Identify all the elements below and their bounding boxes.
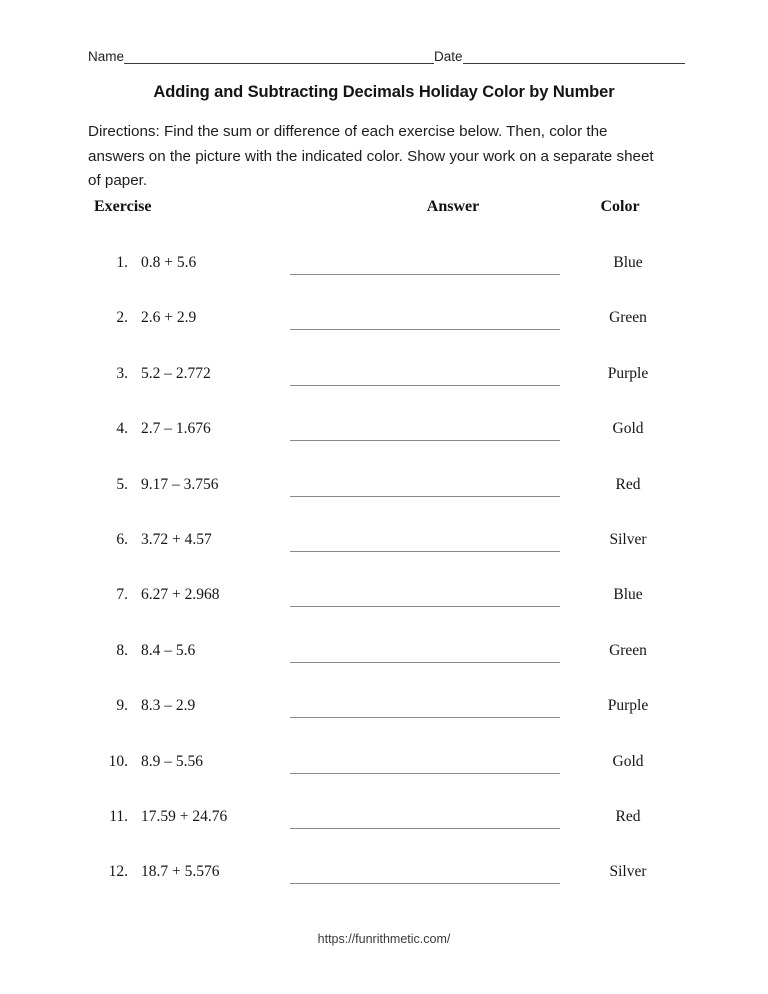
- answer-blank[interactable]: [290, 606, 560, 607]
- exercise-number: 3.: [116, 364, 128, 382]
- exercise-row: [0, 309, 768, 364]
- exercise-color: Purple: [607, 364, 649, 382]
- exercise-color: Silver: [609, 863, 647, 881]
- exercise-expression: 9.17 – 3.756: [141, 475, 219, 493]
- exercise-row: [0, 365, 768, 420]
- exercise-color: Blue: [613, 586, 643, 604]
- exercise-number: 8.: [116, 641, 128, 659]
- answer-blank[interactable]: [290, 883, 560, 884]
- exercise-number: 6.: [116, 530, 128, 548]
- exercise-number: 12.: [108, 863, 128, 881]
- answer-blank[interactable]: [290, 385, 560, 386]
- answer-blank[interactable]: [290, 662, 560, 663]
- exercise-list: [0, 254, 768, 919]
- exercise-expression: 6.27 + 2.968: [141, 586, 220, 604]
- exercise-row: [0, 697, 768, 752]
- exercise-row: [0, 586, 768, 641]
- exercise-number: 1.: [116, 254, 128, 271]
- exercise-expression: 8.4 – 5.6: [141, 641, 196, 659]
- exercise-expression: 8.3 – 2.9: [141, 697, 196, 715]
- exercise-row: [0, 254, 768, 309]
- date-write-line[interactable]: [463, 49, 685, 64]
- column-header-exercise: Exercise: [94, 198, 152, 215]
- exercise-color: Gold: [612, 420, 644, 438]
- exercise-expression: 5.2 – 2.772: [141, 364, 211, 382]
- answer-blank[interactable]: [290, 274, 560, 275]
- name-label: Name: [88, 48, 125, 64]
- exercise-row: [0, 531, 768, 586]
- exercise-expression: 2.6 + 2.9: [141, 309, 197, 327]
- exercise-color: Blue: [613, 254, 643, 271]
- column-header-color: Color: [600, 198, 640, 215]
- exercise-number: 7.: [116, 586, 128, 604]
- exercise-color: Green: [609, 641, 647, 659]
- exercise-number: 5.: [116, 475, 128, 493]
- exercise-expression: 17.59 + 24.76: [141, 807, 228, 825]
- exercise-row: [0, 642, 768, 697]
- date-label: Date: [434, 48, 463, 64]
- answer-blank[interactable]: [290, 551, 560, 552]
- answer-blank[interactable]: [290, 773, 560, 774]
- exercise-number: 2.: [116, 309, 128, 327]
- exercise-expression: 0.8 + 5.6: [141, 254, 197, 271]
- exercise-color: Red: [615, 807, 641, 825]
- exercise-row: [0, 476, 768, 531]
- column-headers: [88, 198, 688, 220]
- answer-blank[interactable]: [290, 496, 560, 497]
- directions-text: Directions: Find the sum or difference of each exercise below. Then, color the answers on the picture with the indicated color. Show your work on a separate sheet of paper.: [88, 123, 654, 189]
- answer-blank[interactable]: [290, 717, 560, 718]
- exercise-number: 10.: [108, 752, 128, 770]
- exercise-color: Silver: [609, 530, 647, 548]
- exercise-number: 9.: [116, 697, 128, 715]
- exercise-expression: 2.7 – 1.676: [141, 420, 211, 438]
- column-header-answer: Answer: [426, 198, 480, 215]
- exercise-expression: 8.9 – 5.56: [141, 752, 203, 770]
- exercise-number: 4.: [116, 420, 128, 438]
- page-title: Adding and Subtracting Decimals Holiday Color by Number: [153, 83, 615, 101]
- exercise-expression: 18.7 + 5.576: [141, 863, 220, 881]
- exercise-expression: 3.72 + 4.57: [141, 530, 212, 548]
- exercise-color: Purple: [607, 697, 649, 715]
- exercise-row: [0, 420, 768, 475]
- exercise-color: Gold: [612, 752, 644, 770]
- exercise-row: [0, 753, 768, 808]
- exercise-color: Red: [615, 475, 641, 493]
- exercise-number: 11.: [109, 807, 128, 825]
- name-write-line[interactable]: [124, 49, 434, 64]
- answer-blank[interactable]: [290, 329, 560, 330]
- exercise-color: Green: [609, 309, 647, 327]
- name-date-row: [88, 42, 680, 64]
- exercise-row: [0, 863, 768, 918]
- footer-url[interactable]: https://funrithmetic.com/: [317, 932, 451, 946]
- answer-blank[interactable]: [290, 828, 560, 829]
- answer-blank[interactable]: [290, 440, 560, 441]
- exercise-row: [0, 808, 768, 863]
